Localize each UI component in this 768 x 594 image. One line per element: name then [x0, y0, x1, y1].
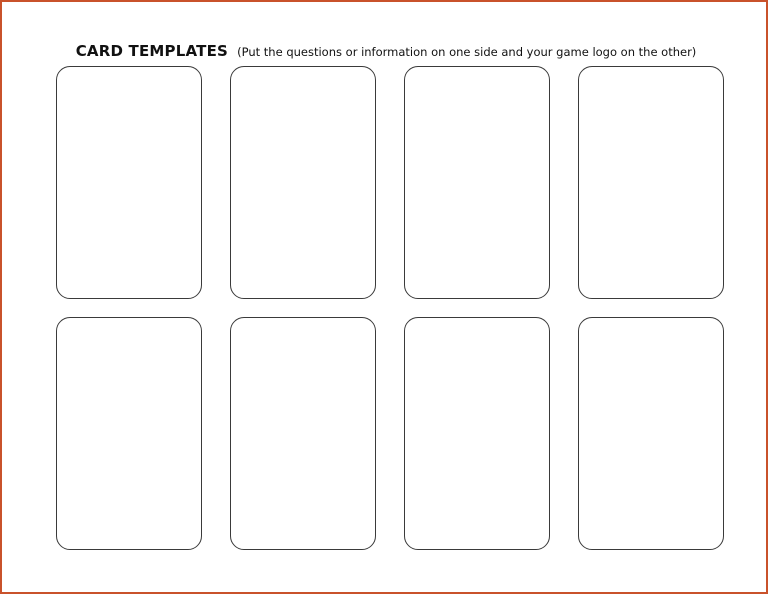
card-template-4 — [578, 66, 724, 299]
card-template-7 — [404, 317, 550, 550]
card-template-5 — [56, 317, 202, 550]
card-template-6 — [230, 317, 376, 550]
card-template-3 — [404, 66, 550, 299]
card-template-2 — [230, 66, 376, 299]
sheet-title: CARD TEMPLATES — [75, 42, 229, 60]
card-template-1 — [56, 66, 202, 299]
card-template-8 — [578, 317, 724, 550]
sheet-instructions: (Put the questions or information on one side and your game logo on the other) — [237, 45, 697, 59]
sheet-heading — [2, 41, 768, 60]
